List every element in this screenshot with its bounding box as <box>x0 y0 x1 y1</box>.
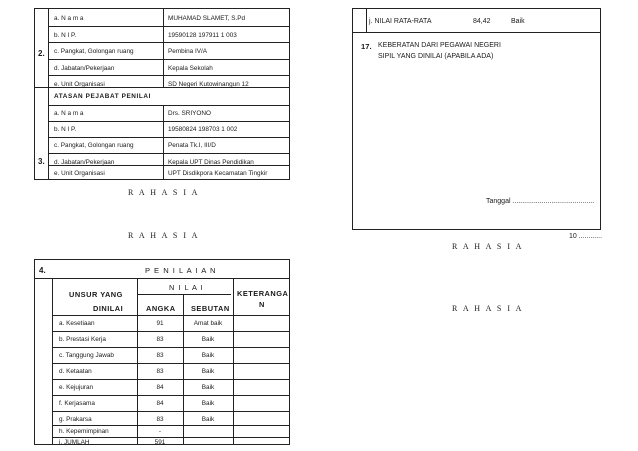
keberatan-title-line1: KEBERATAN DARI PEGAWAI NEGERI <box>378 42 501 49</box>
item-17-number: 17. <box>361 42 372 51</box>
keberatan-title-line2: SIPIL YANG DINILAI (APABILA ADA) <box>378 53 494 60</box>
unsur-cell: i. JUMLAH <box>59 439 90 446</box>
angka-cell: - <box>158 428 162 435</box>
atasan-unit-value: UPT Disdikpora Kecamatan Tingkir <box>168 170 268 177</box>
atasan-nama-label: a. N a m a <box>54 110 84 117</box>
jabatan-value: Kepala Sekolah <box>168 65 213 72</box>
atasan-unit-label: e. Unit Organisasi <box>54 170 105 177</box>
unsur-header-line1: UNSUR YANG <box>69 290 123 299</box>
atasan-heading: ATASAN PEJABAT PENILAI <box>54 93 151 100</box>
sebutan-header: SEBUTAN <box>191 304 230 313</box>
atasan-jabatan-label: d. Jabatan/Pekerjaan <box>54 159 115 166</box>
tanggal-line: Tanggal .......................................... <box>486 198 595 205</box>
penilaian-table <box>34 259 290 445</box>
section-3-number: 3. <box>38 157 45 166</box>
atasan-nama-value: Drs. SRIYONO <box>168 110 211 117</box>
nilai-rata-rata-value: 84,42 <box>473 18 491 25</box>
nip-value: 19590128 197911 1 003 <box>168 32 237 39</box>
atasan-pangkat-label: c. Pangkat, Golongan ruang <box>54 142 134 149</box>
atasan-jabatan-value: Kepala UPT Dinas Pendidikan <box>168 159 254 166</box>
nip-label: b. N I P. <box>54 32 77 39</box>
section-2-number: 2. <box>38 49 45 58</box>
sebutan-cell: Baik <box>201 416 215 423</box>
keterangan-left-divider <box>233 278 234 444</box>
sebutan-cell: Amat baik <box>193 320 223 327</box>
nama-value: MUHAMAD SLAMET, S.Pd <box>168 15 246 22</box>
angka-cell: 83 <box>156 336 164 343</box>
unsur-left-divider <box>52 278 53 444</box>
pangkat-label: c. Pangkat, Golongan ruang <box>54 48 134 55</box>
rahasia-mark-left-2: R A H A S I A <box>128 231 200 240</box>
jabatan-label: d. Jabatan/Pekerjaan <box>54 65 115 72</box>
nilai-left-divider <box>366 9 367 32</box>
unsur-cell: f. Kerjasama <box>59 400 95 407</box>
keberatan-panel <box>352 8 601 230</box>
unsur-cell: h. Kepemimpinan <box>59 428 109 435</box>
sebutan-cell: Baik <box>201 368 215 375</box>
section-4-number: 4. <box>39 266 46 275</box>
keterangan-header-line2: N <box>259 300 265 309</box>
pejabat-penilai-table <box>34 8 290 180</box>
angka-cell: 83 <box>156 352 164 359</box>
atasan-nip-label: b. N I P. <box>54 126 77 133</box>
unsur-header-line2: DINILAI <box>93 304 124 313</box>
sebutan-cell: Baik <box>201 352 215 359</box>
angka-header: ANGKA <box>146 304 176 313</box>
unit-label: e. Unit Organisasi <box>54 81 105 88</box>
angka-cell: 83 <box>156 368 164 375</box>
rahasia-mark-left-1: R A H A S I A <box>128 188 200 197</box>
sebutan-cell: Baik <box>201 336 215 343</box>
angka-cell: 84 <box>156 384 164 391</box>
unsur-cell: c. Tanggung Jawab <box>59 352 114 359</box>
atasan-pangkat-value: Penata Tk.I, III/D <box>168 142 216 149</box>
angka-cell: 591 <box>154 439 166 446</box>
unsur-cell: b. Prestasi Kerja <box>59 336 106 343</box>
sebutan-cell: Baik <box>201 400 215 407</box>
atasan-nip-value: 19580824 198703 1 002 <box>168 126 238 133</box>
unit-value: SD Negeri Kutowinangun 12 <box>168 81 249 88</box>
unsur-cell: d. Ketaatan <box>59 368 92 375</box>
rahasia-mark-right-1: R A H A S I A <box>452 242 524 251</box>
nilai-rata-rata-sebutan: Baik <box>511 18 525 25</box>
unsur-cell: e. Kejujuran <box>59 384 94 391</box>
page-number: 10 ............ <box>569 233 603 240</box>
pangkat-value: Pembina IV/A <box>168 48 208 55</box>
nilai-header: N I L A I <box>169 283 204 292</box>
value-column-divider-lower <box>163 105 164 179</box>
angka-cell: 84 <box>156 400 164 407</box>
angka-cell: 91 <box>156 320 164 327</box>
penilaian-title: P E N I L A I A N <box>145 266 217 275</box>
nilai-rata-rata-label: j. NILAI RATA-RATA <box>369 18 432 25</box>
unsur-cell: g. Prakarsa <box>59 416 92 423</box>
angka-cell: 83 <box>156 416 164 423</box>
keterangan-header-line1: KETERANGA <box>237 289 289 298</box>
nama-label: a. N a m a <box>54 15 84 22</box>
sebutan-cell: Baik <box>201 384 215 391</box>
unsur-cell: a. Kesetiaan <box>59 320 95 327</box>
rahasia-mark-right-2: R A H A S I A <box>452 304 524 313</box>
